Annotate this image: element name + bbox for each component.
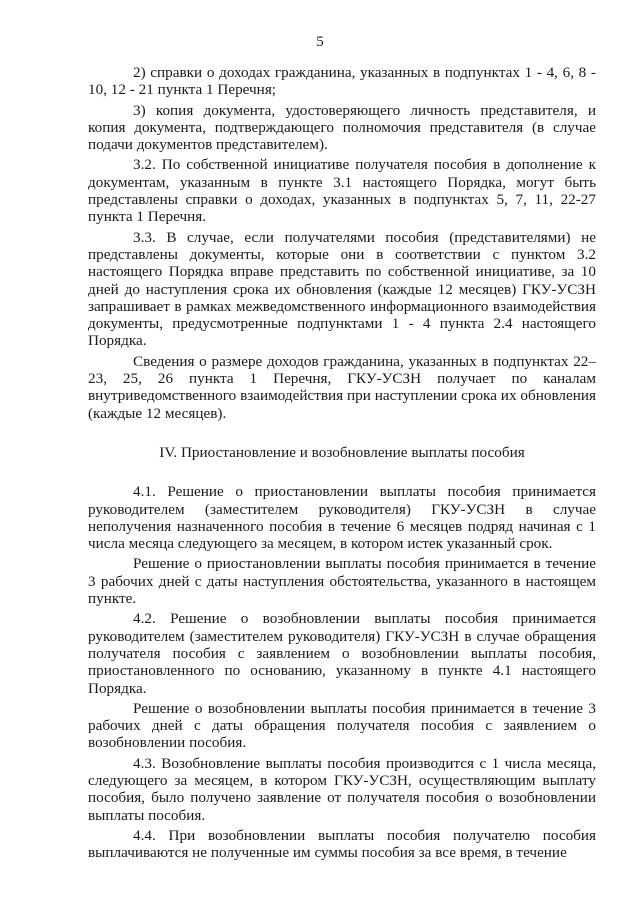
paragraph-income-info: Сведения о размере доходов гражданина, указанных в подпунктах 22–23, 25, 26 пункта 1 Перечня, ГКУ-УСЗН получает по каналам внутриведомственного взаимодействия при наступлении срока их обновления (каждые 12 месяцев).	[88, 352, 596, 422]
paragraph-suspension-term: Решение о приостановлении выплаты пособия принимается в течение 3 рабочих дней с даты наступления обстоятельства, указанного в настоящем пункте.	[88, 555, 596, 608]
paragraph-3-3: 3.3. В случае, если получателями пособия (представителями) не представлены документы, которые они в соответствии с пунктом 3.2 настоящего Порядка вправе представить по собственной инициативе, за 10 дней до наступления срока их обновления (каждые 12 месяцев) ГКУ-УСЗН запрашивает в рамках межведомственного информационного взаимодействия документы, предусмотренные подпунктами 1 - 4 пункта 2.4 настоящего Порядка.	[88, 228, 596, 350]
section-heading: IV. Приостановление и возобновление выплаты пособия	[159, 443, 525, 461]
paragraph-4-1: 4.1. Решение о приостановлении выплаты пособия принимается руководителем (заместителем руководителя) ГКУ-УСЗН в случае неполучения назначенного пособия в течение 6 месяцев подряд начиная с 1 числа месяца следующего за месяцем, в котором истек указанный срок.	[88, 483, 596, 553]
paragraph-resumption-term: Решение о возобновлении выплаты пособия принимается в течение 3 рабочих дней с даты обращения получателя пособия с заявлением о возобновлении пособия.	[88, 699, 596, 752]
paragraph-4-2: 4.2. Решение о возобновлении выплаты пособия принимается руководителем (заместителем руководителя) ГКУ-УСЗН в случае обращения получателя пособия с заявлением о возобновлении выплаты пособия, приостановленного по основанию, указанному в пункте 4.1 настоящего Порядка.	[88, 610, 596, 697]
paragraph-3-2: 3.2. По собственной инициативе получателя пособия в дополнение к документам, указанным в пункте 3.1 настоящего Порядка, могут быть представлены справки о доходах, указанных в подпунктах 5, 7, 11, 22-27 пункта 1 Перечня.	[88, 156, 596, 226]
page-number: 5	[316, 34, 324, 50]
document-body	[88, 64, 596, 861]
paragraph-4-4: 4.4. При возобновлении выплаты пособия получателю пособия выплачиваются не полученные им суммы пособия за все время, в течение	[88, 826, 596, 862]
paragraph-4-3: 4.3. Возобновление выплаты пособия производится с 1 числа месяца, следующего за месяцем, в котором ГКУ-УСЗН, осуществляющим выплату пособия, было получено заявление от получателя пособия о возобновлении выплаты пособия.	[88, 754, 596, 824]
paragraph-income-certificates: 2) справки о доходах гражданина, указанных в подпунктах 1 - 4, 6, 8 - 10, 12 - 21 пункта 1 Перечня;	[88, 64, 596, 99]
paragraph-identity-copy: 3) копия документа, удостоверяющего личность представителя, и копия документа, подтверждающего полномочия представителя (в случае подачи документов представителем).	[88, 101, 596, 154]
